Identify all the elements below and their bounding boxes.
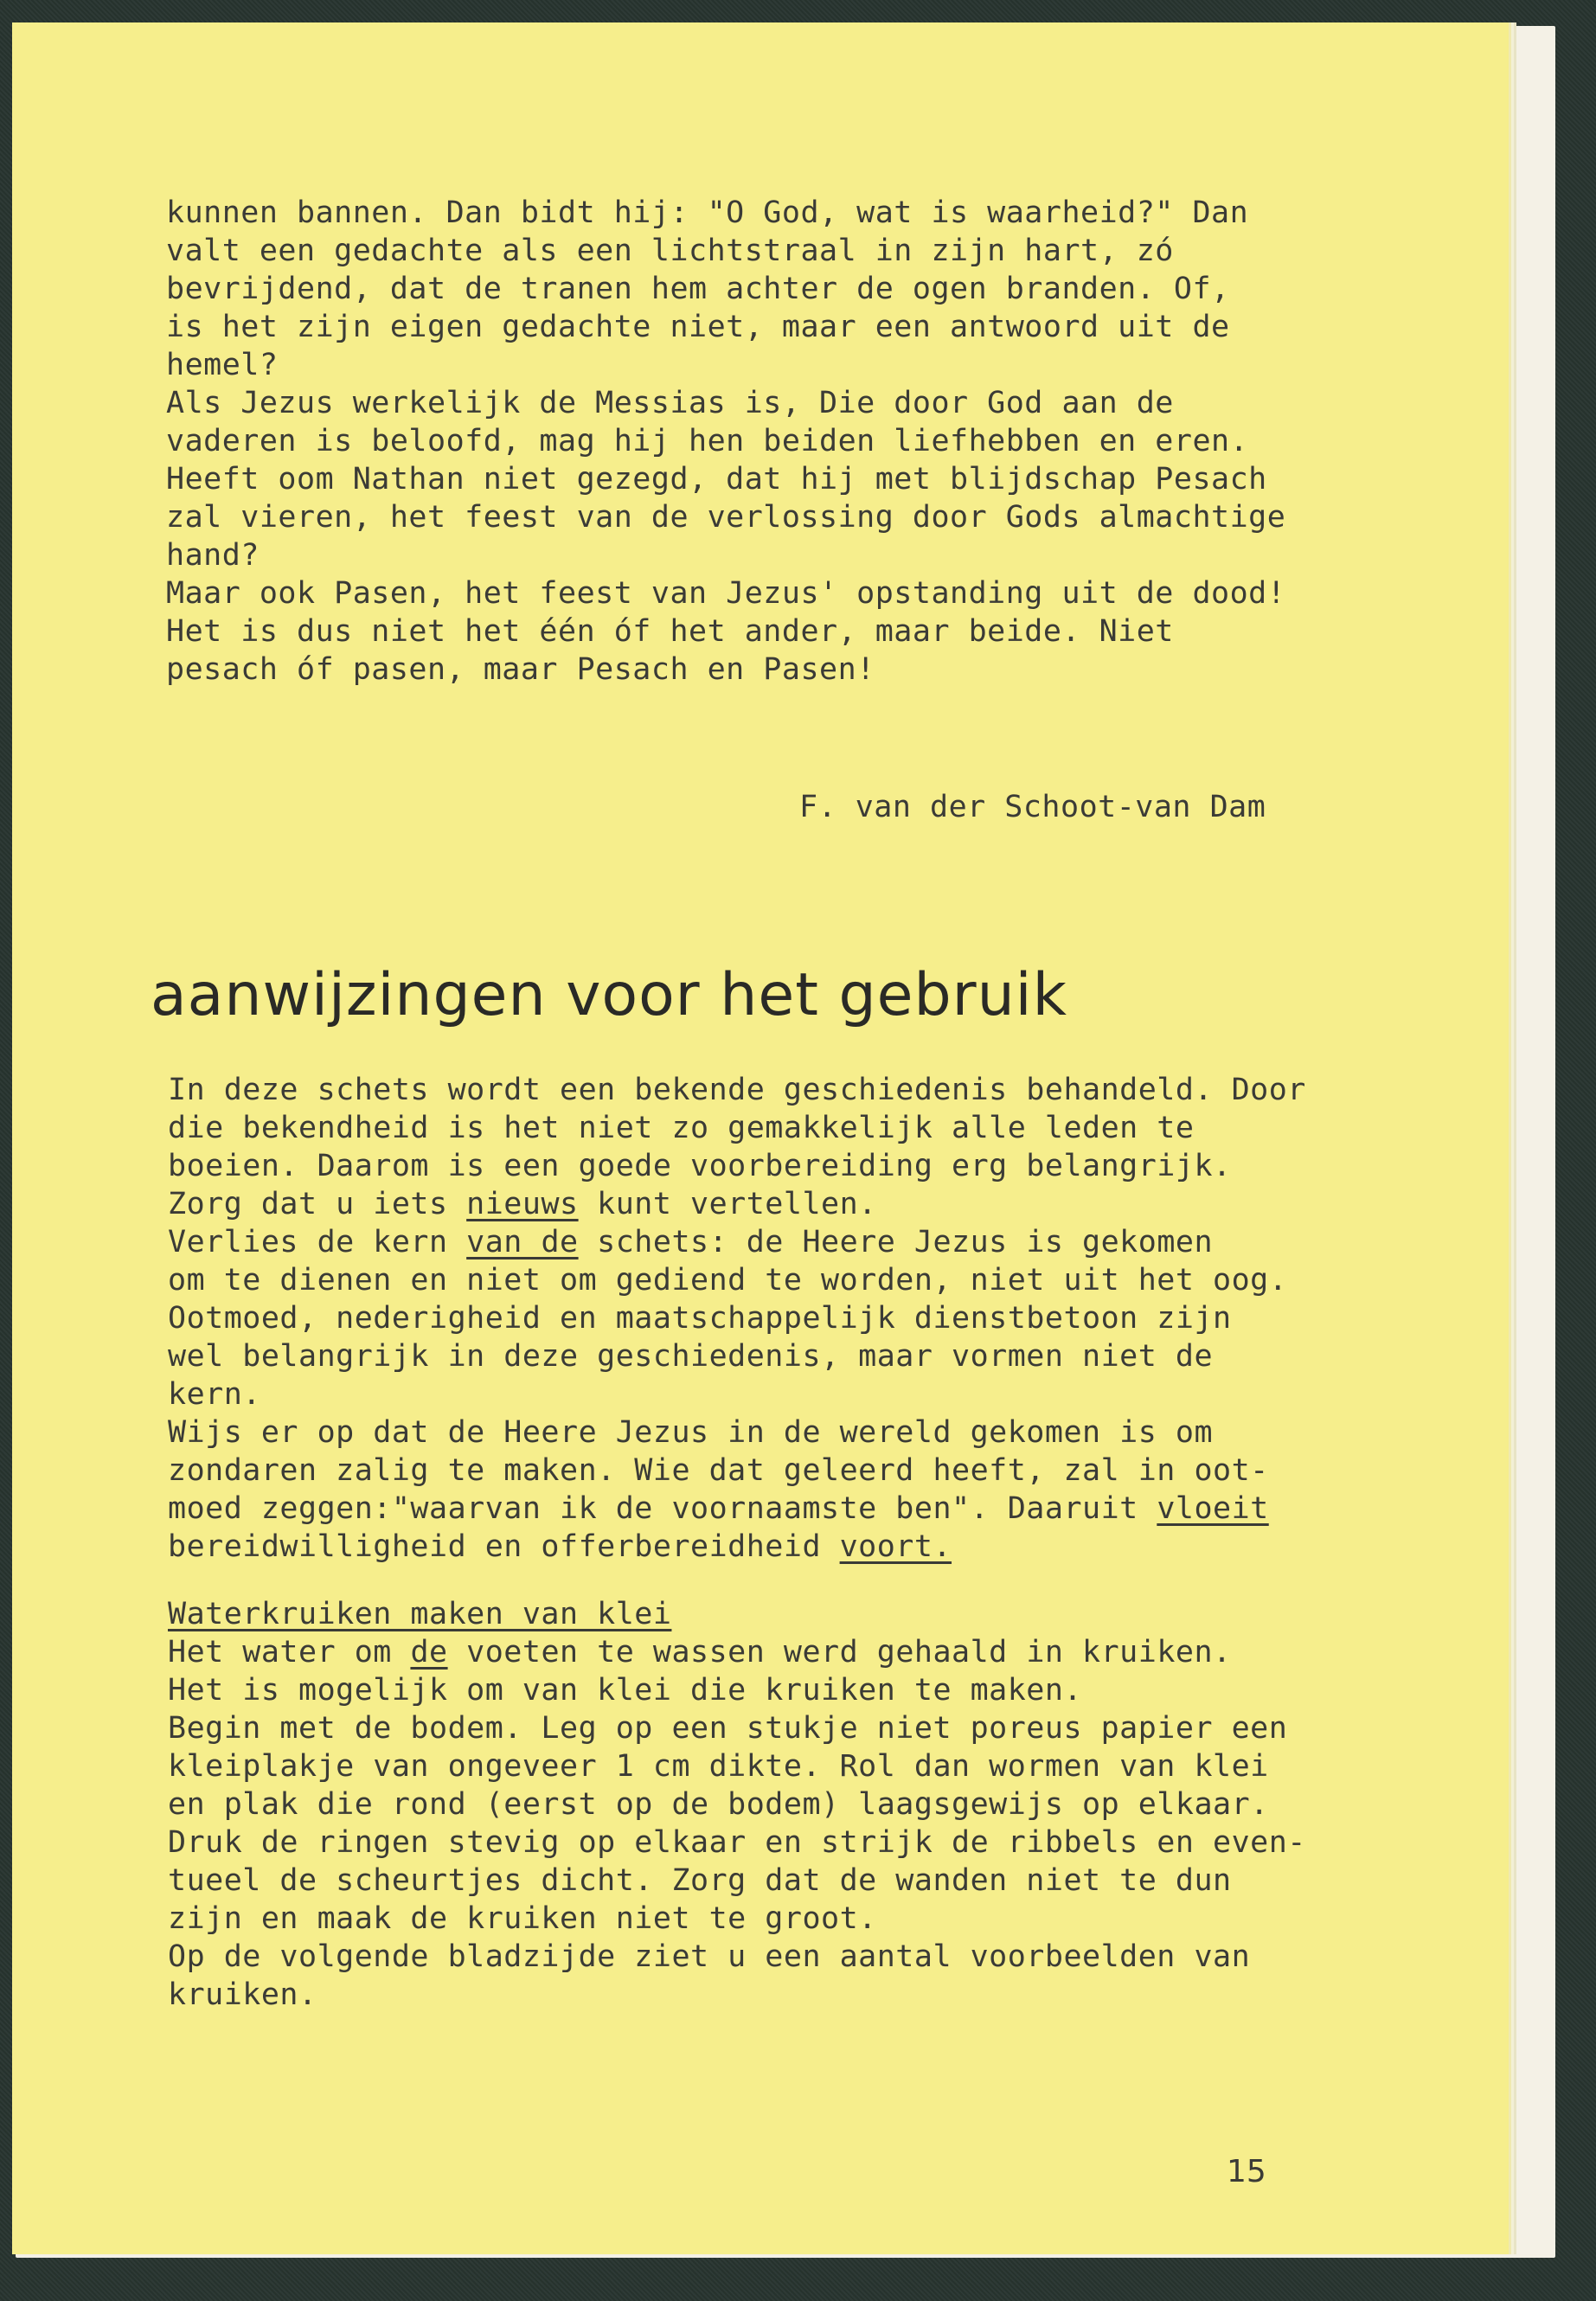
text-span: Verlies de kern (168, 1225, 467, 1259)
text-line: is het zijn eigen gedachte niet, maar een antwoord uit de (166, 310, 1230, 344)
text-line: Begin met de bodem. Leg op een stukje niet poreus papier een (168, 1711, 1288, 1746)
underlined-word: de (410, 1635, 448, 1670)
text-span: kunt vertellen. (578, 1187, 877, 1221)
text-line: Druk de ringen stevig op elkaar en strijk de ribbels en even- (168, 1825, 1306, 1860)
text-span: Het water om (168, 1635, 411, 1670)
text-line: en plak die rond (eerst op de bodem) laagsgewijs op elkaar. (168, 1787, 1269, 1822)
text-line: Als Jezus werkelijk de Messias is, Die door God aan de (166, 386, 1174, 420)
text-line (168, 1633, 1306, 1671)
subsection-heading: Waterkruiken maken van klei (168, 1597, 672, 1631)
book-page (12, 22, 1509, 2254)
text-line: Ootmoed, nederigheid en maatschappelijk dienstbetoon zijn (168, 1301, 1232, 1336)
underlined-word: nieuws (466, 1187, 579, 1221)
text-line: vaderen is beloofd, mag hij hen beiden liefhebben en eren. (166, 424, 1249, 458)
text-line: Het is dus niet het één óf het ander, maar beide. Niet (166, 614, 1174, 649)
text-line: hand? (166, 538, 260, 573)
text-line: tueel de scheurtjes dicht. Zorg dat de wanden niet te dun (168, 1863, 1232, 1898)
text-span: schets: de Heere Jezus is gekomen (578, 1225, 1214, 1259)
text-line: wel belangrijk in deze geschiedenis, maar vormen niet de (168, 1339, 1214, 1374)
text-line (168, 1528, 1306, 1566)
underlined-word: vloeit (1157, 1491, 1269, 1526)
author-signature: F. van der Schoot-van Dam (799, 790, 1266, 824)
text-line: pesach óf pasen, maar Pesach en Pasen! (166, 652, 875, 687)
text-line: kleiplakje van ongeveer 1 cm dikte. Rol dan wormen van klei (168, 1749, 1269, 1784)
story-continuation (166, 194, 1285, 689)
text-span: bereidwilligheid en offerbereidheid (168, 1529, 840, 1564)
underlined-word: van de (466, 1225, 579, 1259)
text-line: In deze schets wordt een bekende geschiedenis behandeld. Door (168, 1073, 1306, 1107)
text-span: Zorg dat u iets (168, 1187, 467, 1221)
text-line: Het is mogelijk om van klei die kruiken te maken. (168, 1673, 1083, 1708)
text-line: zijn en maak de kruiken niet te groot. (168, 1901, 877, 1936)
text-line: kunnen bannen. Dan bidt hij: "O God, wat is waarheid?" Dan (166, 195, 1249, 230)
text-line: zondaren zalig te maken. Wie dat geleerd heeft, zal in oot- (168, 1453, 1269, 1488)
text-line: boeien. Daarom is een goede voorbereiding erg belangrijk. (168, 1149, 1232, 1183)
text-line (168, 1223, 1306, 1261)
text-line: valt een gedachte als een lichtstraal in zijn hart, zó (166, 234, 1174, 268)
text-line: kruiken. (168, 1977, 317, 2012)
section-heading: aanwijzingen voor het gebruik (151, 961, 1067, 1029)
text-line: Wijs er op dat de Heere Jezus in de wereld gekomen is om (168, 1415, 1214, 1450)
text-line (168, 1490, 1306, 1528)
text-line: kern. (168, 1377, 261, 1412)
underlined-word: voort. (839, 1529, 952, 1564)
text-span: moed zeggen:"waarvan ik de voornaamste ben". Daaruit (168, 1491, 1157, 1526)
page-number: 15 (1227, 2154, 1266, 2189)
text-line: Heeft oom Nathan niet gezegd, dat hij met blijdschap Pesach (166, 462, 1267, 497)
text-line: Op de volgende bladzijde ziet u een aantal voorbeelden van (168, 1939, 1251, 1974)
text-line: zal vieren, het feest van de verlossing door Gods almachtige (166, 500, 1286, 535)
instructions-text (168, 1071, 1306, 1566)
text-line: om te dienen en niet om gediend te worden, niet uit het oog. (168, 1263, 1288, 1298)
text-line: die bekendheid is het niet zo gemakkelijk alle leden te (168, 1111, 1195, 1145)
text-line: Maar ook Pasen, het feest van Jezus' opstanding uit de dood! (166, 576, 1286, 611)
text-line: hemel? (166, 348, 279, 382)
clay-instructions-text (168, 1633, 1306, 2014)
text-span: voeten te wassen werd gehaald in kruiken. (447, 1635, 1232, 1670)
text-line (168, 1185, 1306, 1223)
text-line: bevrijdend, dat de tranen hem achter de ogen branden. Of, (166, 272, 1230, 306)
